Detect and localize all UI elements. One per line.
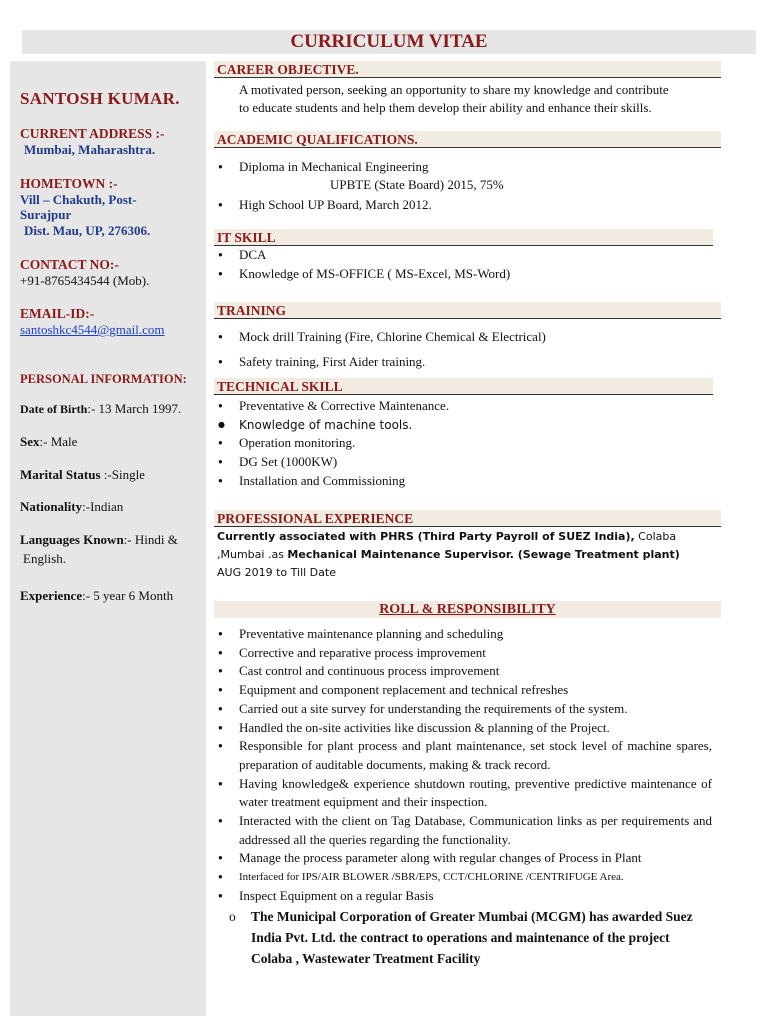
languages-row-2: English. [23,551,66,566]
email-label: EMAIL-ID:- [20,306,95,321]
sex-row: Sex:- Male [20,434,78,449]
list-item: ● Having knowledge& experience shutdown routing, preventive predictive maintenance of water treatment equipment and their inspection. [214,775,712,812]
list-item: ● DG Set (1000KW) [214,453,712,472]
list-item: ● Diploma in Mechanical Engineering [214,158,712,177]
list-item: ● Interacted with the client on Tag Database, Communication links as per requirements and addressed all the queries regarding the functionality. [214,812,712,849]
contact-label: CONTACT NO:- [20,257,119,272]
current-address: Mumbai, Maharashtra. [24,142,156,157]
it-skill-list [214,246,712,283]
experience-row: Experience:- 5 year 6 Month [20,588,174,603]
academic-list-2 [214,196,712,215]
list-item: ● Cast control and continuous process improvement [214,662,712,681]
current-address-label: CURRENT ADDRESS :- [20,126,165,141]
academic-list [214,158,712,177]
candidate-name: SANTOSH KUMAR. [20,89,180,108]
list-item: ● Interfaced for IPS/AIR BLOWER /SBR/EPS, CCT/CHLORINE /CENTRIFUGE Area. [214,868,712,887]
experience-text: Currently associated with PHRS (Third Party Payroll of SUEZ India), Colaba ,Mumbai .as Mechanical Maintenance Supervisor. (Sewage Treatment plant) AUG 2019 to Till Date [217,530,680,579]
training-list [214,328,712,347]
career-objective-line2: to educate students and help them develop their ability and enhance their skills. [239,100,652,115]
roll-responsibility-heading: ROLL & RESPONSIBILITY [214,601,721,618]
hometown-line2: Surajpur [20,207,72,222]
list-item: ● Corrective and reparative process improvement [214,644,712,663]
list-item: ● Equipment and component replacement and technical refreshes [214,681,712,700]
cv-title: CURRICULUM VITAE [22,30,756,54]
list-item: ● Handled the on-site activities like discussion & planning of the Project. [214,719,712,738]
circle-bullet: o [229,909,236,924]
list-item: ● Carried out a site survey for understanding the requirements of the system. [214,700,712,719]
list-item: ● Safety training, First Aider training. [214,353,712,372]
list-item: ● Knowledge of MS-OFFICE ( MS-Excel, MS-Word) [214,265,712,284]
experience-heading: PROFESSIONAL EXPERIENCE [214,510,721,527]
roll-list [214,625,712,906]
dob-row: Date of Birth:- 13 March 1997. [20,401,182,416]
marital-row: Marital Status :-Single [20,467,145,482]
diploma-detail: UPBTE (State Board) 2015, 75% [330,177,504,192]
hometown-label: HOMETOWN :- [20,176,118,191]
list-item: ● High School UP Board, March 2012. [214,196,712,215]
list-item: ● DCA [214,246,712,265]
academic-heading: ACADEMIC QUALIFICATIONS. [214,131,721,148]
list-item: ● Knowledge of machine tools. [214,416,712,435]
technical-skill-list [214,397,712,491]
list-item: ● Responsible for plant process and plant maintenance, set stock level of machine spares, preparation of auditable documents, making & track record. [214,737,712,774]
it-skill-heading: IT SKILL [214,229,713,246]
personal-info-label: PERSONAL INFORMATION: [20,372,187,386]
nationality-row: Nationality:-Indian [20,499,124,514]
career-objective-line1: A motivated person, seeking an opportunity to share my knowledge and contribute [239,82,669,97]
list-item: ● Mock drill Training (Fire, Chlorine Chemical & Electrical) [214,328,712,347]
list-item: ● Preventative maintenance planning and scheduling [214,625,712,644]
list-item: ● Operation monitoring. [214,434,712,453]
training-heading: TRAINING [214,302,721,319]
hometown-line3: Dist. Mau, UP, 276306. [24,223,151,238]
training-list-2 [214,353,712,372]
career-objective-heading: CAREER OBJECTIVE. [214,61,721,78]
email-link[interactable]: santoshkc4544@gmail.com [20,322,165,337]
list-item: ● Preventative & Corrective Maintenance. [214,397,712,416]
list-item: ● Manage the process parameter along with regular changes of Process in Plant [214,849,712,868]
hometown-line1: Vill – Chakuth, Post- [20,192,137,207]
list-item: ● Inspect Equipment on a regular Basis [214,887,712,906]
technical-skill-heading: TECHNICAL SKILL [214,378,713,395]
mcgm-contract-note: o The Municipal Corporation of Greater Mumbai (MCGM) has awarded Suez India Pvt. Ltd. the contract to operations and maintenance of the project Colaba , Wastewater Treatment Facility [229,906,709,969]
contact-number: +91-8765434544 (Mob). [20,273,150,288]
languages-row: Languages Known:- Hindi & [20,532,178,547]
list-item: ● Installation and Commissioning [214,472,712,491]
